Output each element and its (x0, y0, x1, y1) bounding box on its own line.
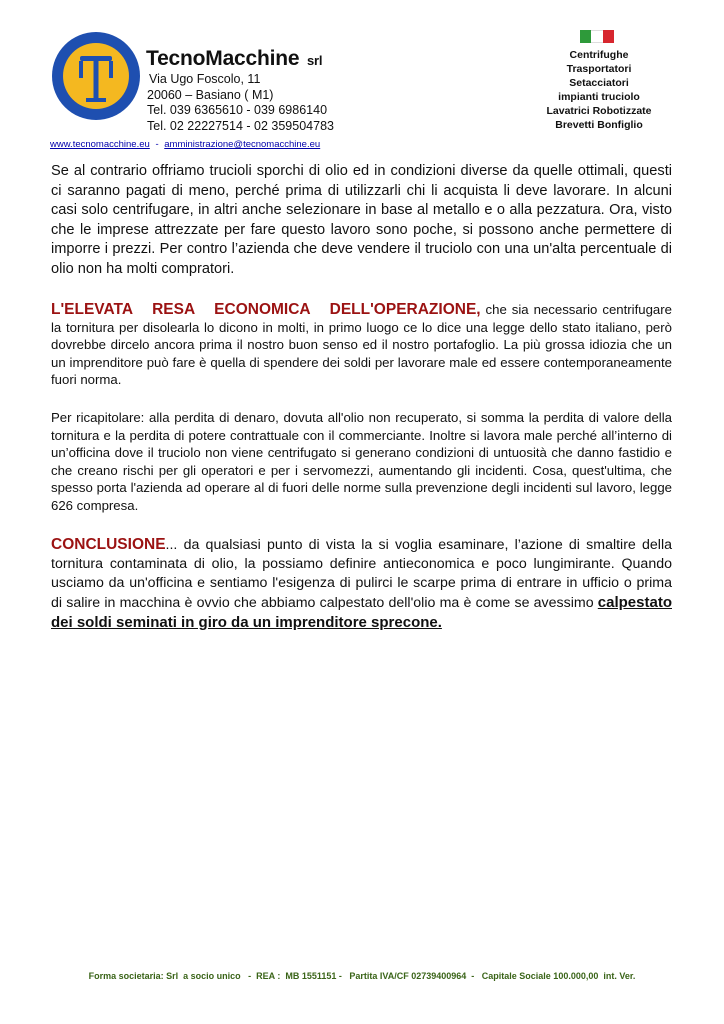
document-body (51, 162, 672, 633)
company-name (146, 47, 322, 71)
contact-links (50, 139, 320, 150)
product-list (524, 48, 674, 132)
paragraph-summary: Per ricapitolare: alla perdita di denaro, dovuta all'olio non recuperato, si somma la perdita di valore della tornitura e la perdita di potere contrattuale con il commerciante. Inoltre si lavora male perché all’interno di un’officina dove il truciolo non viene centrifugato si generano condizioni di untuosità che danno fastidio e che creano rischi per gli operatori e per i servomezzi, aumentando gli incidenti. Cosa, quest'ultima, che spesso porta l'azienda ad operare al di fuori delle norme sulla prevenzione degli incidenti sul lavoro, legge 626 compresa. (51, 409, 672, 513)
address-street: Via Ugo Foscolo, 11 (149, 72, 261, 86)
letterhead (0, 0, 724, 160)
address-phone-1: Tel. 039 6365610 - 039 6986140 (147, 103, 328, 117)
website-link[interactable]: www.tecnomacchine.eu (50, 139, 150, 150)
company-logo (50, 30, 142, 122)
product-item: Lavatrici Robotizzate (546, 105, 652, 117)
paragraph-conclusion-text: ... da qualsiasi punto di vista la si voglia esaminare, l’azione di smaltire della tornitura contaminata di olio, la possiamo definire antieconomica e poco lungimirante. Quando usciamo da un'officina e sentiamo l'esigenza di pulirci le scarpe prima di entrare in ufficio o prima di salire in macchina è ovvio che abbiamo calpestato dell'olio ma è come se avessimo (51, 536, 672, 611)
paragraph-economic-yield (51, 301, 672, 389)
product-item: Centrifughe (569, 49, 629, 61)
paragraph-intro: Se al contrario offriamo trucioli sporchi di olio ed in condizioni diverse da quelle ottimali, questi ci saranno pagati di meno, perché prima di utilizzarli chi li acquista li deve lavorare. In alcuni casi solo centrifugare, in altri anche selezionare in base al metallo e o alla pezzatura. Ora, visto che le imprese attrezzate per fare questo lavoro sono poche, si possono anche permettere di imporre i prezzi. Per contro l’azienda che deve vendere il truciolo con una un'alta percentuale di olio non ha molti compratori. (51, 163, 672, 277)
paragraph-conclusion (51, 535, 672, 633)
heading-economic-yield: L'ELEVATA RESA ECONOMICA DELL'OPERAZIONE, (51, 301, 481, 318)
product-item: Trasportatori (566, 63, 632, 75)
conclusion-emphasis: calpestato dei soldi seminati in giro da un imprenditore sprecone. (51, 593, 672, 631)
product-item: impianti truciolo (558, 91, 640, 103)
heading-conclusion: CONCLUSIONE (51, 535, 166, 553)
links-separator: - (155, 139, 159, 150)
company-name-text: TecnoMacchine (146, 47, 300, 70)
company-address (147, 72, 334, 134)
paragraph-economic-yield-text: che sia necessario centrifugare la tornitura per disolearla lo dicono in molti, in primo luogo ce lo dice una legge dello stato italiano, però dovrebbe dircelo ancora prima il nostro buon senso ed il nostro portafoglio. La più grossa idiozia che un un imprenditore può fare è quella di spendere dei soldi per lavorare male ed essere contemporaneamente fuori norma. (51, 302, 672, 388)
product-item: Brevetti Bonfiglio (555, 119, 643, 131)
address-city: 20060 – Basiano ( M1) (147, 87, 274, 102)
company-suffix: srl (307, 53, 323, 68)
company-legal-footer: Forma societaria: Srl a socio unico - REA : MB 1551151 - Partita IVA/CF 02739400964 - Capitale Sociale 100.000,00 int. Ver. (88, 971, 636, 981)
address-phone-2: Tel. 02 22227514 - 02 359504783 (147, 118, 334, 133)
product-item: Setacciatori (569, 77, 629, 89)
email-link[interactable]: amministrazione@tecnomacchine.eu (164, 139, 321, 150)
italian-flag-icon (580, 30, 614, 43)
